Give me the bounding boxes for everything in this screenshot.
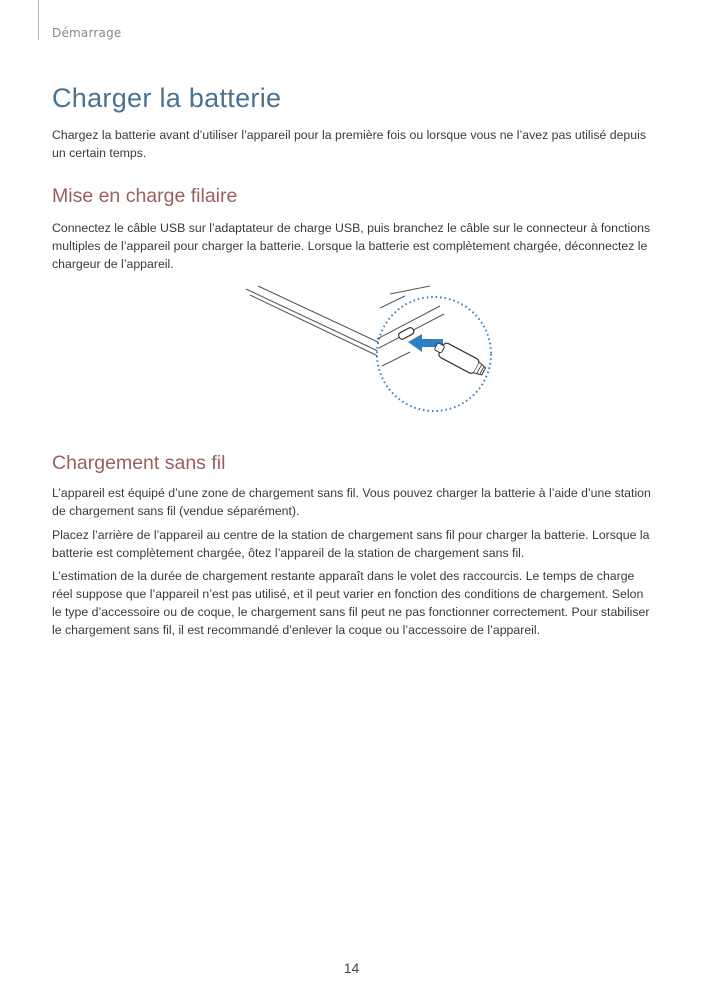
page-title: Charger la batterie <box>52 83 282 113</box>
zoom-circle <box>377 297 491 411</box>
wired-heading: Mise en charge filaire <box>52 185 238 207</box>
section-label: Démarrage <box>52 26 122 40</box>
page-number: 14 <box>343 960 360 976</box>
wired-paragraph: Connectez le câble USB sur l’adaptateur de charge USB, puis branchez le câble sur le connecteur à fonctions multiples de l’appareil pour charger la batterie. Lorsque la batterie est complètement chargée, déconnectez le chargeur de l’appareil. <box>52 221 651 271</box>
header-rule <box>38 0 39 40</box>
intro-paragraph: Chargez la batterie avant d’utiliser l’appareil pour la première fois ou lorsque vous ne l’avez pas utilisé depuis un certain temps. <box>52 128 646 160</box>
charging-illustration <box>240 284 500 428</box>
wireless-paragraph-2: Placez l’arrière de l’appareil au centre de la station de chargement sans fil pour charger la batterie. Lorsque la batterie est complètement chargée, ôtez l’appareil de la station de chargement sans fil. <box>52 528 650 560</box>
wireless-heading: Chargement sans fil <box>52 452 226 474</box>
wireless-paragraph-3: L’estimation de la durée de chargement restante apparaît dans le volet des raccourcis. Le temps de charge réel suppose que l’appareil n’est pas utilisé, et il peut varier en fonction des conditions de chargement. Selon le type d’accessoire ou de coque, le chargement sans fil peut ne pas fonctionner correctement. Pour stabiliser le chargement sans fil, il est recommandé d’enlever la coque ou l’accessoire de l’appareil. <box>52 569 650 637</box>
wireless-paragraph-1: L’appareil est équipé d’une zone de chargement sans fil. Vous pouvez charger la batterie à l’aide d’une station de chargement sans fil (vendue séparément). <box>52 486 651 518</box>
